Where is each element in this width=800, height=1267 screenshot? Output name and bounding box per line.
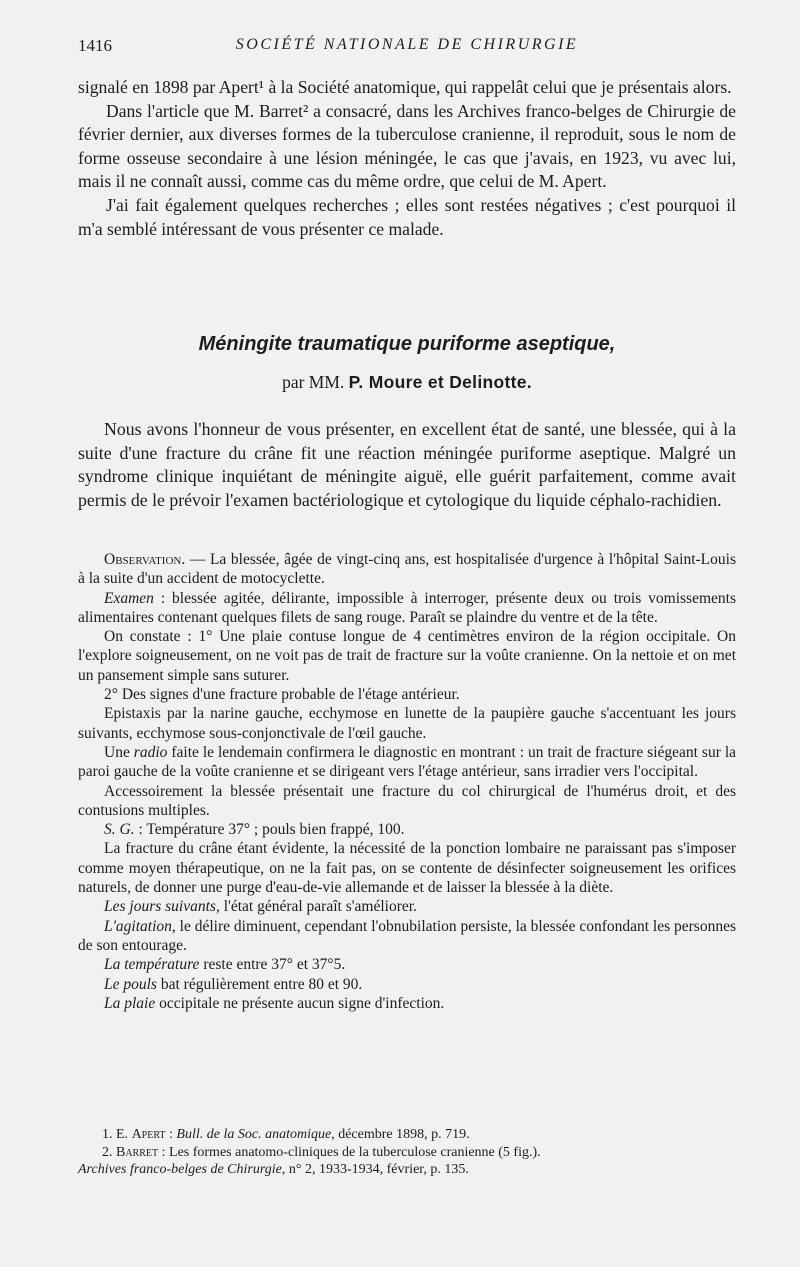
paragraph: Accessoirement la blessée présentait une fracture du col chirurgical de l'humérus droit, et des contusions multiples. — [78, 782, 736, 819]
footnote: 1. E. Apert : Bull. de la Soc. anatomique, décembre 1898, p. 719. — [102, 1127, 470, 1142]
authors-prefix: par MM. — [282, 372, 345, 392]
footnote-continuation: Archives franco-belges de Chirurgie, n° 2, 1933-1934, février, p. 135. — [78, 1162, 469, 1177]
paragraph: Le pouls bat régulièrement entre 80 et 90. — [104, 975, 363, 993]
paragraph: Une radio faite le lendemain confirmera le diagnostic en montrant : un trait de fracture siégeant sur la paroi gauche de la voûte cranienne et se dirigeant vers l'étage antérieur, sans irradier vers l'occipital. — [78, 743, 736, 781]
paragraph: S. G. : Température 37° ; pouls bien frappé, 100. — [104, 821, 405, 839]
paragraph: Observation. — La blessée, âgée de vingt-cinq ans, est hospitalisée d'urgence à l'hôpital Saint-Louis à la suite d'un accident de motocyclette. — [78, 551, 736, 588]
paragraph: Epistaxis par la narine gauche, ecchymose en lunette de la paupière gauche s'accentuant les jours suivants, ecchymose sous-conjonctivale de l'œil gauche. — [78, 705, 736, 742]
paragraph: La plaie occipitale ne présente aucun signe d'infection. — [104, 994, 445, 1012]
article-intro — [78, 418, 736, 512]
article-title: Méningite traumatique puriforme aseptique, — [198, 333, 616, 355]
running-header — [78, 36, 736, 60]
preceding-article-text — [78, 76, 736, 241]
observation-lead: Observation. — [104, 551, 186, 568]
paragraph: L'agitation, le délire diminuent, cependant l'obnubilation persiste, la blessée confondant les personnes de son entourage. — [78, 917, 736, 954]
footnotes — [78, 1126, 736, 1179]
paragraph: Examen : blessée agitée, délirante, impossible à interroger, présente deux ou trois vomissements alimentaires contenant quelques filets de sang rouge. Paraît se plaindre du ventre et de la tête. — [78, 589, 736, 626]
running-title: SOCIÉTÉ NATIONALE DE CHIRURGIE — [235, 36, 579, 53]
paragraph: La température reste entre 37° et 37°5. — [104, 956, 346, 974]
paragraph: La fracture du crâne étant évidente, la nécessité de la ponction lombaire ne paraissant pas s'imposer comme moyen thérapeutique, on ne la fait pas, on se contente de désinfecter soigneusement les orifices naturels, de donner une purge d'eau-de-vie allemande et de laisser la blessée à la diète. — [78, 840, 736, 897]
page-number: 1416 — [78, 36, 112, 55]
paragraph: Les jours suivants, l'état général paraît s'améliorer. — [104, 898, 417, 916]
footnote: 2. Barret : Les formes anatomo-cliniques de la tuberculose cranienne (5 fig.). — [102, 1144, 541, 1160]
paragraph: On constate : 1° Une plaie contuse longue de 4 centimètres environ de la région occipitale. On l'explore soigneusement, on ne voit pas de trait de fracture sur la voûte cranienne. On la nettoie et on met un pansement simple sans suturer. — [78, 628, 736, 684]
paragraph: signalé en 1898 par Apert¹ à la Société anatomique, qui rappelât celui que je présentais alors. — [78, 77, 732, 97]
paragraph: Nous avons l'honneur de vous présenter, en excellent état de santé, une blessée, qui à la suite d'une fracture du crâne fit une réaction méningée puriforme aseptique. Malgré un syndrome clinique inquiétant de méningite aiguë, elle guérit parfaitement, comme avait permis de le prévoir l'examen bactériologique et cytologique du liquide céphalo-rachidien. — [78, 419, 736, 510]
observation-section — [78, 550, 736, 1013]
authors-names: P. Moure et Delinotte. — [348, 372, 532, 392]
paragraph: Dans l'article que M. Barret² a consacré, dans les Archives franco-belges de Chirurgie de février dernier, aux diverses formes de la tuberculose cranienne, il reproduit, sous le nom de forme osseuse secondaire à une lésion méningée, le cas que j'avais, en 1923, vu avec lui, mais il ne connaît aussi, comme cas du même ordre, que celui de M. Apert. — [78, 100, 736, 192]
paragraph: 2° Des signes d'une fracture probable de l'étage antérieur. — [104, 686, 460, 704]
article-authors — [78, 372, 736, 393]
paragraph: J'ai fait également quelques recherches ; elles sont restées négatives ; c'est pourquoi il m'a semblé intéressant de vous présenter ce malade. — [78, 194, 736, 239]
